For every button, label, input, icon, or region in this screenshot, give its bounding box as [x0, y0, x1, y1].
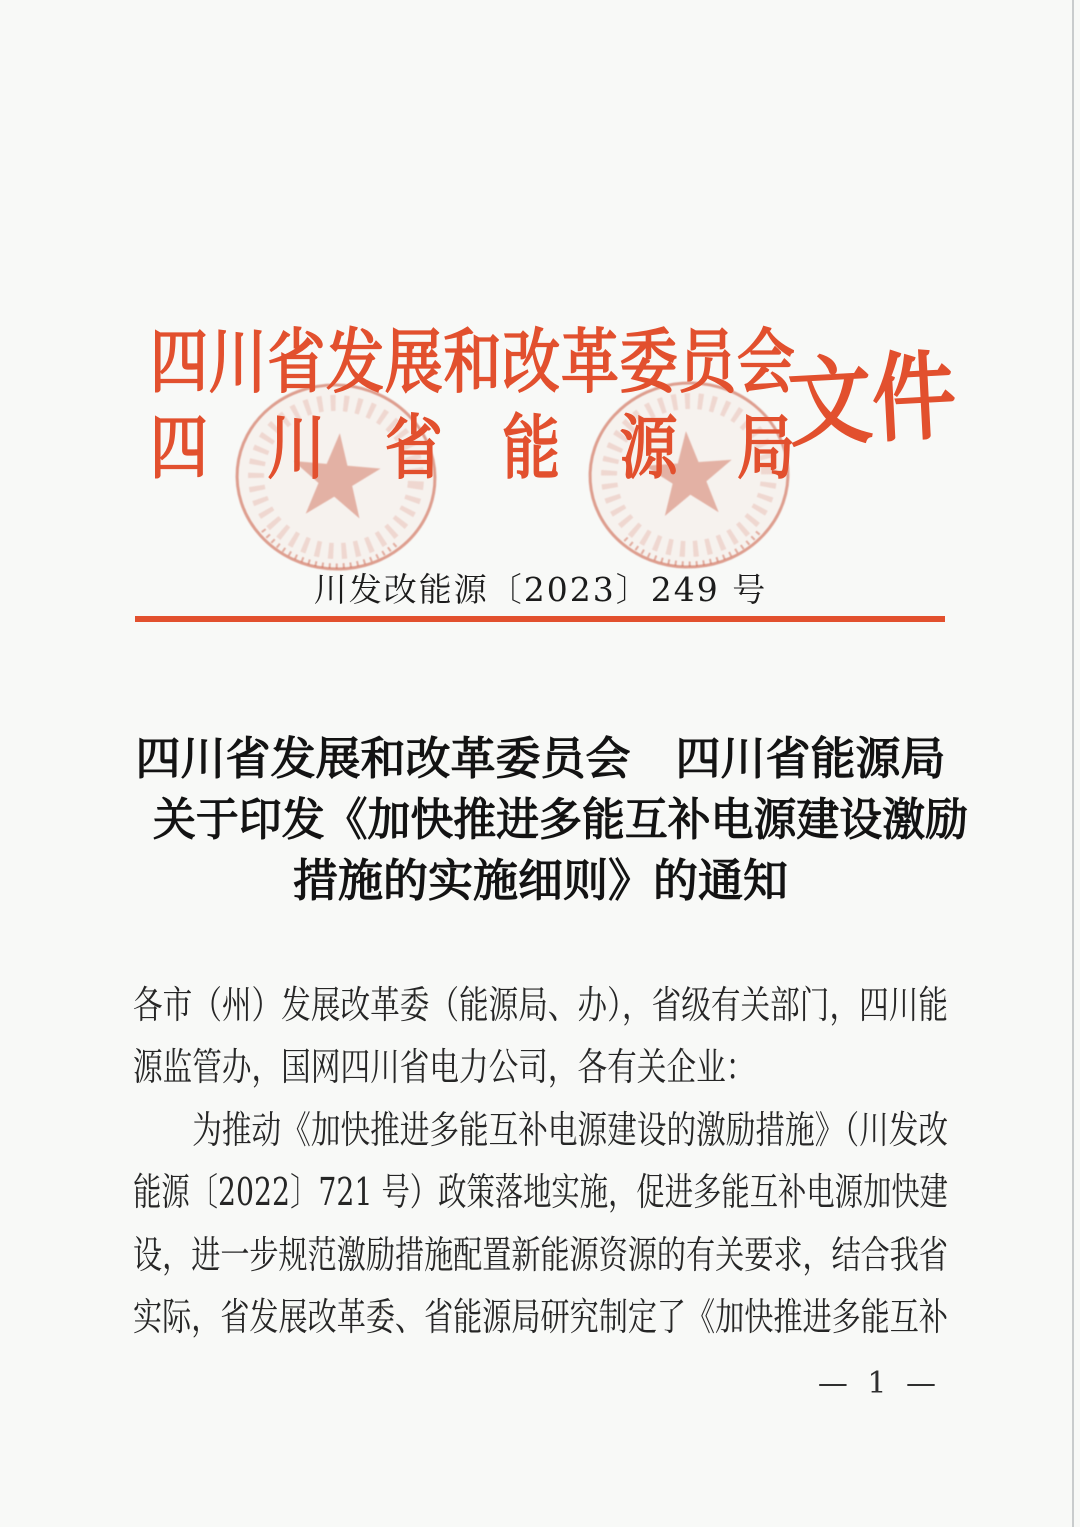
doc-type-label: 文 件 — [785, 338, 959, 461]
body-text — [133, 974, 948, 1348]
body-line-1 — [133, 974, 948, 1036]
red-separator-line — [135, 616, 945, 622]
title-line-1 — [133, 728, 948, 789]
title-line-3 — [133, 850, 948, 911]
doc-number: 川发改能源〔2023〕249 号 — [313, 570, 768, 609]
title-line-2 — [133, 789, 969, 850]
body-line-5 — [133, 1224, 948, 1286]
title-line-1-text: 四川省发展和改革委员会 四川省能源局 — [135, 732, 946, 785]
body-line-4 — [133, 1161, 948, 1223]
body-line-6-text: 实际，省发展改革委、省能源局研究制定了《加快推进多能互补 — [133, 1294, 948, 1339]
body-line-6 — [133, 1286, 948, 1348]
body-line-2 — [133, 1036, 948, 1098]
scan-edge-line — [1072, 0, 1074, 1527]
page-number: — 1 — — [817, 1366, 941, 1401]
body-line-1-text: 各市（州）发展改革委（能源局、办），省级有关部门，四川能 — [133, 983, 948, 1027]
title-line-2-text: 关于印发《加快推进多能互补电源建设激励 — [153, 793, 969, 846]
body-line-3 — [133, 1099, 948, 1161]
body-line-2-text: 源监管办，国网四川省电力公司，各有关企业： — [133, 1045, 756, 1090]
title-line-3-text: 措施的实施细则》的通知 — [292, 854, 788, 907]
body-line-5-text: 设，进一步规范激励措施配置新能源资源的有关要求，结合我省 — [133, 1232, 948, 1277]
agency-name-line1: 四 川 省 发 展 和 改 革 委 员 会 — [150, 321, 795, 403]
body-line-4-text: 能源〔2022〕721 号）政策落地实施，促进多能互补电源加快建 — [133, 1170, 949, 1215]
agency-name-line2: 四 川 省 能 源 局 — [150, 407, 795, 489]
body-line-3-text: 为推动《加快推进多能互补电源建设的激励措施》（川发改 — [192, 1107, 948, 1152]
document-title — [133, 728, 969, 911]
